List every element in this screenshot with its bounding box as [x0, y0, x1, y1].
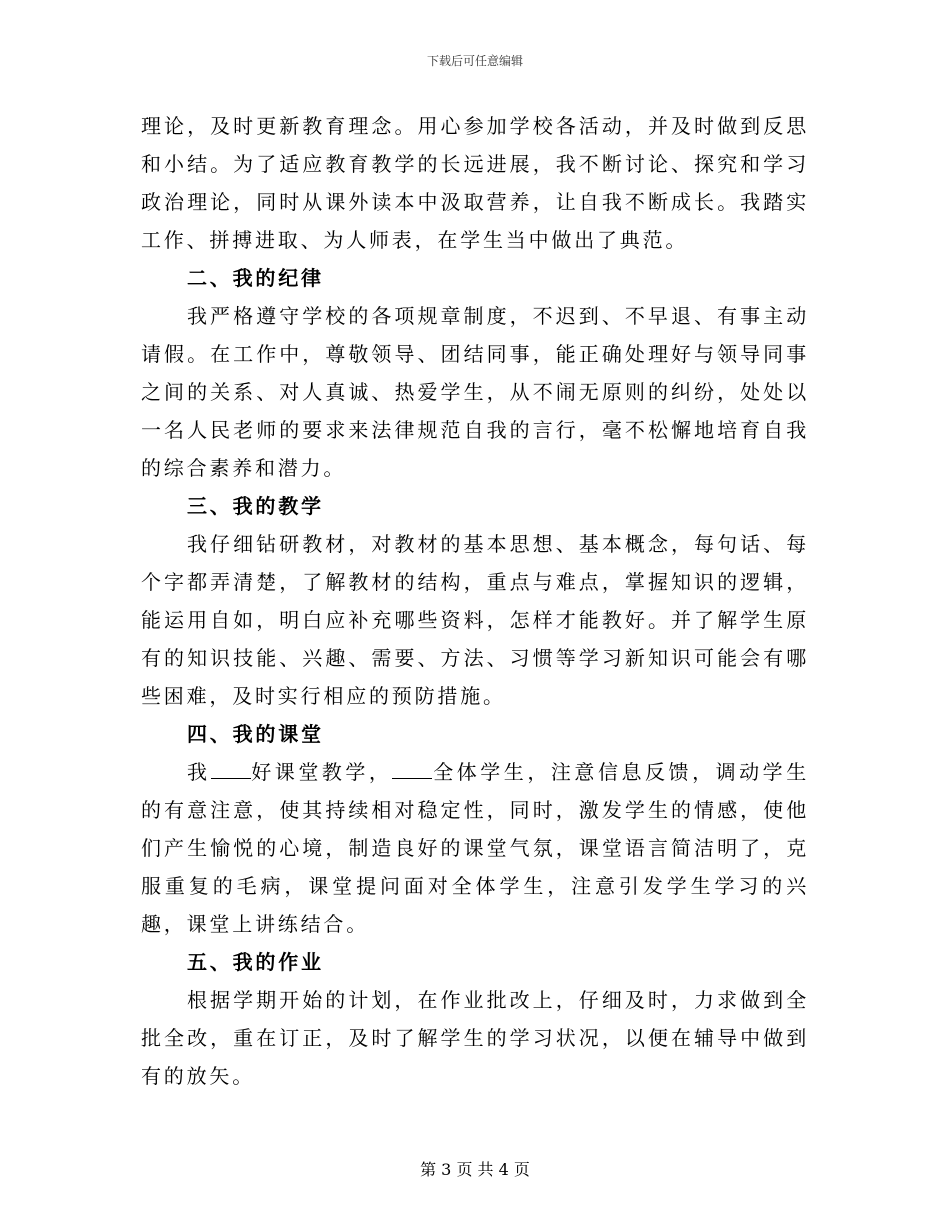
- section-paragraph-teaching: 我仔细钻研教材，对教材的基本思想、基本概念，每句话、每个字都弄清楚，了解教材的结构，重点与难点，掌握知识的逻辑，能运用自如，明白应补充哪些资料，怎样才能教好。并了解学生原有的知识技能、兴趣、需要、方法、习惯等学习新知识可能会有哪些困难，及时实行相应的预防措施。: [141, 532, 809, 708]
- section-paragraph-homework: 根据学期开始的计划，在作业批改上，仔细及时，力求做到全批全改，重在订正，及时了解学生的学习状况，以便在辅导中做到有的放矢。: [141, 988, 809, 1088]
- fill-in-blank: [392, 760, 432, 779]
- intro-paragraph: 理论，及时更新教育理念。用心参加学校各活动，并及时做到反思和小结。为了适应教育教学的长远进展，我不断讨论、探究和学习政治理论，同时从课外读本中汲取营养，让自我不断成长。我踏实工作、拼搏进取、为人师表，在学生当中做出了典范。: [141, 114, 809, 252]
- section-heading-homework: 五、我的作业: [187, 950, 324, 974]
- page-number: 第 3 页 共 4 页: [420, 1160, 530, 1179]
- section-paragraph-discipline: 我严格遵守学校的各项规章制度，不迟到、不早退、有事主动请假。在工作中，尊敬领导、团结同事，能正确处理好与领导同事之间的关系、对人真诚、热爱学生，从不闹无原则的纠纷，处处以一名人民老师的要求来法律规范自我的言行，毫不松懈地培育自我的综合素养和潜力。: [141, 304, 809, 480]
- section-heading-classroom: 四、我的课堂: [187, 722, 324, 746]
- section-heading-teaching: 三、我的教学: [187, 494, 324, 518]
- classroom-text-part-b: 好课堂教学，: [250, 760, 393, 784]
- section-paragraph-classroom: [141, 753, 809, 943]
- classroom-text-part-a: 我: [187, 760, 211, 784]
- fill-in-blank: [211, 760, 251, 779]
- page-header-note: 下载后可任意编辑: [426, 54, 523, 68]
- classroom-text-part-c: 全体学生，注意信息反馈，调动学生的有意注意，使其持续相对稳定性，同时，激发学生的情感，使他们产生愉悦的心境，制造良好的课堂气氛，课堂语言简洁明了，克服重复的毛病，课堂提问面对全体学生，注意引发学生学习的兴趣，课堂上讲练结合。: [141, 760, 809, 936]
- document-body: [141, 107, 809, 1095]
- section-heading-discipline: 二、我的纪律: [187, 266, 324, 290]
